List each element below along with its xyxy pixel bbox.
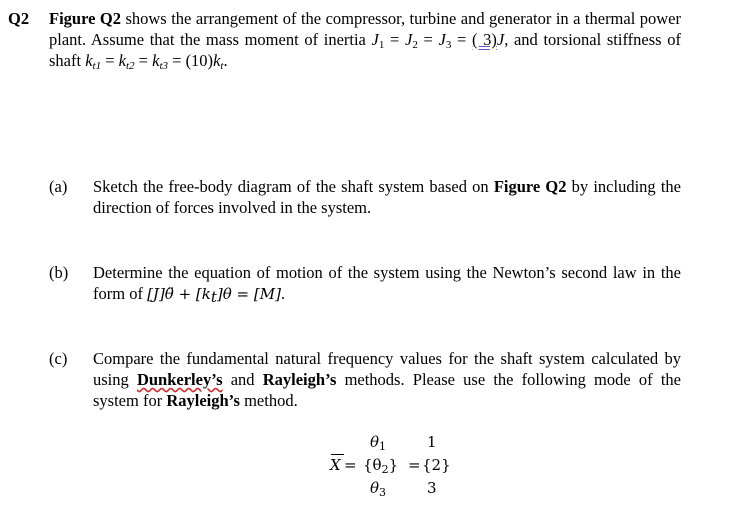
mode-vector-equation xyxy=(330,430,460,500)
mode-vector-symbol: X xyxy=(330,456,341,474)
question-text-3: . xyxy=(223,51,228,70)
equals-6: = xyxy=(168,51,186,70)
inertia-symbol-j: J xyxy=(496,30,505,49)
equals-3: = xyxy=(451,30,472,49)
part-c-text-4: method. xyxy=(239,391,298,410)
theta-3 xyxy=(370,478,386,499)
part-a-figure-ref: Figure Q2 xyxy=(493,177,567,196)
stiffness-symbol-k: k xyxy=(213,51,221,70)
part-b-label: (b) xyxy=(49,263,69,282)
part-a-label: (a) xyxy=(49,177,68,196)
theta-1 xyxy=(370,432,386,453)
question-text-2: , and torsional stiffness of shaft xyxy=(49,30,681,70)
part-a-text xyxy=(93,176,681,218)
part-c-text-1: Compare the fundamental natural frequency values for the shaft system calculated by using xyxy=(93,349,681,389)
theta-2-symbol: {θ xyxy=(363,456,382,474)
figure-reference: Figure Q2 xyxy=(49,9,121,28)
inertia-symbol-j3: J xyxy=(438,30,446,49)
equals-2: = xyxy=(417,30,439,49)
mode-value-2: {2} xyxy=(422,456,451,474)
rayleigh-method-2: Rayleigh’s xyxy=(166,391,240,410)
part-c-text-3: methods. Please use the following mode of the system for xyxy=(93,370,681,410)
mode-value-3: 3 xyxy=(427,479,437,497)
stiffness-sub-t2: t2 xyxy=(125,60,135,72)
theta-3-sub: 3 xyxy=(379,486,387,499)
part-c-label: (c) xyxy=(49,349,68,368)
part-c-text-2: and xyxy=(222,370,263,389)
theta-2-close: } xyxy=(388,456,399,474)
equals-4: = xyxy=(101,51,119,70)
inertia-factor: ( 3) xyxy=(471,30,497,49)
stiffness-factor: (10) xyxy=(185,51,214,70)
stiffness-sub-t1: t1 xyxy=(92,60,102,72)
theta-1-sub: 1 xyxy=(379,440,387,453)
equation-of-motion-formula: [J]θ̈ + [k xyxy=(147,285,211,303)
inertia-sub-1: 1 xyxy=(378,39,385,51)
inertia-sub-2: 2 xyxy=(412,39,418,51)
inertia-symbol-j1: J xyxy=(371,30,379,49)
inertia-sub-3: 3 xyxy=(445,39,452,51)
inertia-symbol-j2: J xyxy=(405,30,413,49)
equation-of-motion-formula-end: ]θ = [M] xyxy=(216,285,281,303)
dunkerley-method: Dunkerley’s xyxy=(136,370,223,389)
theta-1-symbol: θ xyxy=(370,433,380,451)
stiffness-sub-t3: t3 xyxy=(159,60,168,72)
mode-value-1: 1 xyxy=(427,433,437,451)
question-statement xyxy=(49,8,681,71)
question-number: Q2 xyxy=(8,9,30,28)
theta-2-bracket xyxy=(363,455,398,476)
theta-2-sub: 2 xyxy=(381,463,389,476)
equals-sign-1: = xyxy=(344,456,357,474)
part-a-text-1: Sketch the free-body diagram of the shaft system based on xyxy=(93,177,494,196)
part-b-text-1: Determine the equation of motion of the system using the Newton’s second law in the form of xyxy=(93,263,681,303)
part-b-text-2: . xyxy=(280,284,286,303)
part-a-text-2: by including the direction of forces involved in the system. xyxy=(93,177,682,217)
stiffness-symbol-k3: k xyxy=(152,51,160,70)
equals-5: = xyxy=(134,51,153,70)
stiffness-symbol-k1: k xyxy=(85,51,93,70)
stiffness-symbol-k2: k xyxy=(118,51,126,70)
stiffness-sub-t: t xyxy=(220,60,224,72)
equals-sign-2: = xyxy=(408,456,421,474)
theta-3-symbol: θ xyxy=(370,479,380,497)
question-text-1: shows the arrangement of the compressor, turbine and generator in a thermal power plant. Assume that the mass moment of inertia xyxy=(49,9,682,49)
formula-sub-t: t xyxy=(210,288,217,306)
part-c-text xyxy=(93,348,681,411)
equals-1: = xyxy=(384,30,406,49)
part-b-text xyxy=(93,262,681,305)
rayleigh-method: Rayleigh’s xyxy=(262,370,337,389)
